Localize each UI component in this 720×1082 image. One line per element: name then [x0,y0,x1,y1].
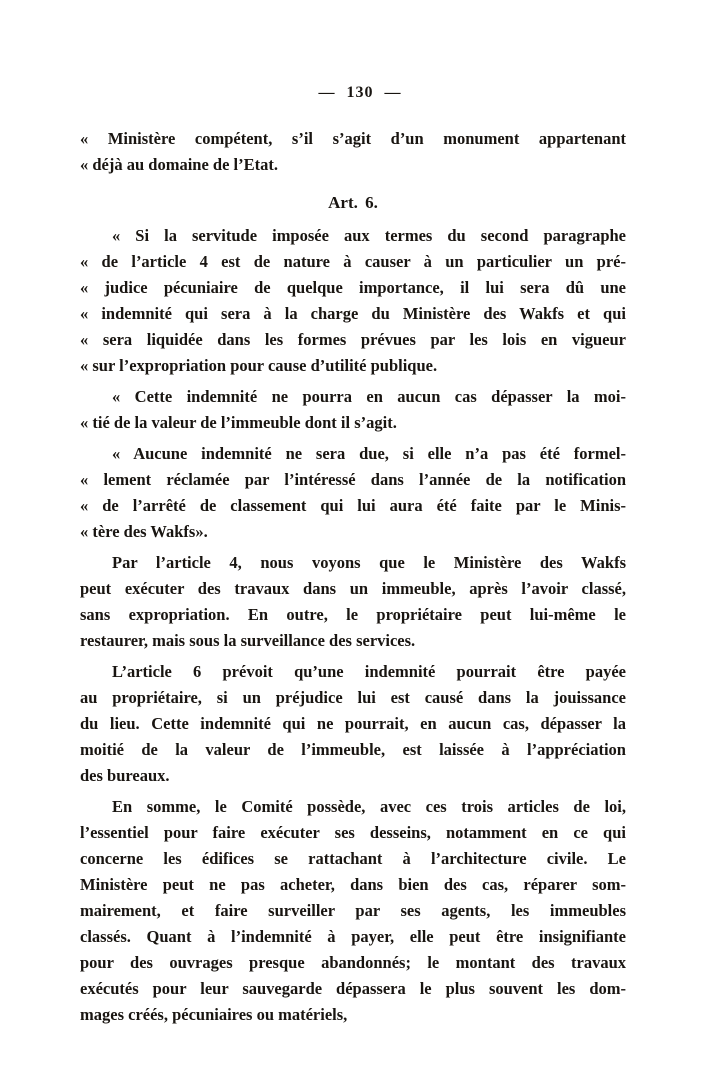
text-line: « sur l’expropriation pour cause d’utilité publique. [80,356,438,375]
text-line: peut exécuter des travaux dans un immeuble, après l’avoir classé, [80,579,626,598]
text-line: « de l’article 4 est de nature à causer à un particulier un pré- [80,252,626,271]
text-line: du lieu. Cette indemnité qui ne pourrait, en aucun cas, dépasser la [80,714,626,733]
text-line: au propriétaire, si un préjudice lui est causé dans la jouissance [80,688,626,707]
article-heading: Art. 6. [328,193,378,212]
text-line: « de l’arrêté de classement qui lui aura été faite par le Minis- [80,496,626,515]
text-line: moitié de la valeur de l’immeuble, est laissée à l’appréciation [80,740,626,759]
text-line: Par l’article 4, nous voyons que le Ministère des Wakfs [112,553,626,572]
quote-paragraph-1 [80,223,626,379]
text-line: concerne les édifices se rattachant à l’architecture civile. Le [80,849,626,868]
text-line: restaurer, mais sous la surveillance des services. [80,631,416,650]
text-line: l’essentiel pour faire exécuter ses desseins, notamment en ce qui [80,823,626,842]
text-line: « Aucune indemnité ne sera due, si elle n’a pas été formel- [112,444,626,463]
text-line: mages créés, pécuniaires ou matériels, [80,1005,348,1024]
text-line: « tère des Wakfs». [80,522,208,541]
text-line: exécutés pour leur sauvegarde dépassera le plus souvent les dom- [80,979,626,998]
text-line: « indemnité qui sera à la charge du Ministère des Wakfs et qui [80,304,626,323]
quote-continuation-paragraph [80,126,626,178]
page-number: — 130 — [318,84,402,101]
text-line: « judice pécuniaire de quelque importance, il lui sera dû une [80,278,626,297]
body-paragraph-3 [80,794,626,1028]
quote-paragraph-3 [80,441,626,545]
body-paragraph-1 [80,550,626,654]
text-line: « tié de la valeur de l’immeuble dont il s’agit. [80,413,397,432]
text-line: « Si la servitude imposée aux termes du second paragraphe [112,226,626,245]
text-line: « déjà au domaine de l’Etat. [80,155,278,174]
text-line: « Ministère compétent, s’il s’agit d’un monument appartenant [80,129,626,148]
body-paragraph-2 [80,659,626,789]
quote-paragraph-2 [80,384,626,436]
text-line: des bureaux. [80,766,170,785]
text-line: pour des ouvrages presque abandonnés; le montant des travaux [80,953,626,972]
text-line: sans expropriation. En outre, le propriétaire peut lui-même le [80,605,626,624]
text-line: classés. Quant à l’indemnité à payer, elle peut être insignifiante [80,927,626,946]
text-line: « lement réclamée par l’intéressé dans l’année de la notification [80,470,626,489]
text-line: « sera liquidée dans les formes prévues par les lois en vigueur [80,330,626,349]
text-line: L’article 6 prévoit qu’une indemnité pourrait être payée [112,662,626,681]
text-line: En somme, le Comité possède, avec ces trois articles de loi, [112,797,626,816]
text-block [80,126,626,1028]
text-line: Ministère peut ne pas acheter, dans bien des cas, réparer som- [80,875,626,894]
text-line: « Cette indemnité ne pourra en aucun cas dépasser la moi- [112,387,626,406]
text-line: mairement, et faire surveiller par ses agents, les immeubles [80,901,626,920]
